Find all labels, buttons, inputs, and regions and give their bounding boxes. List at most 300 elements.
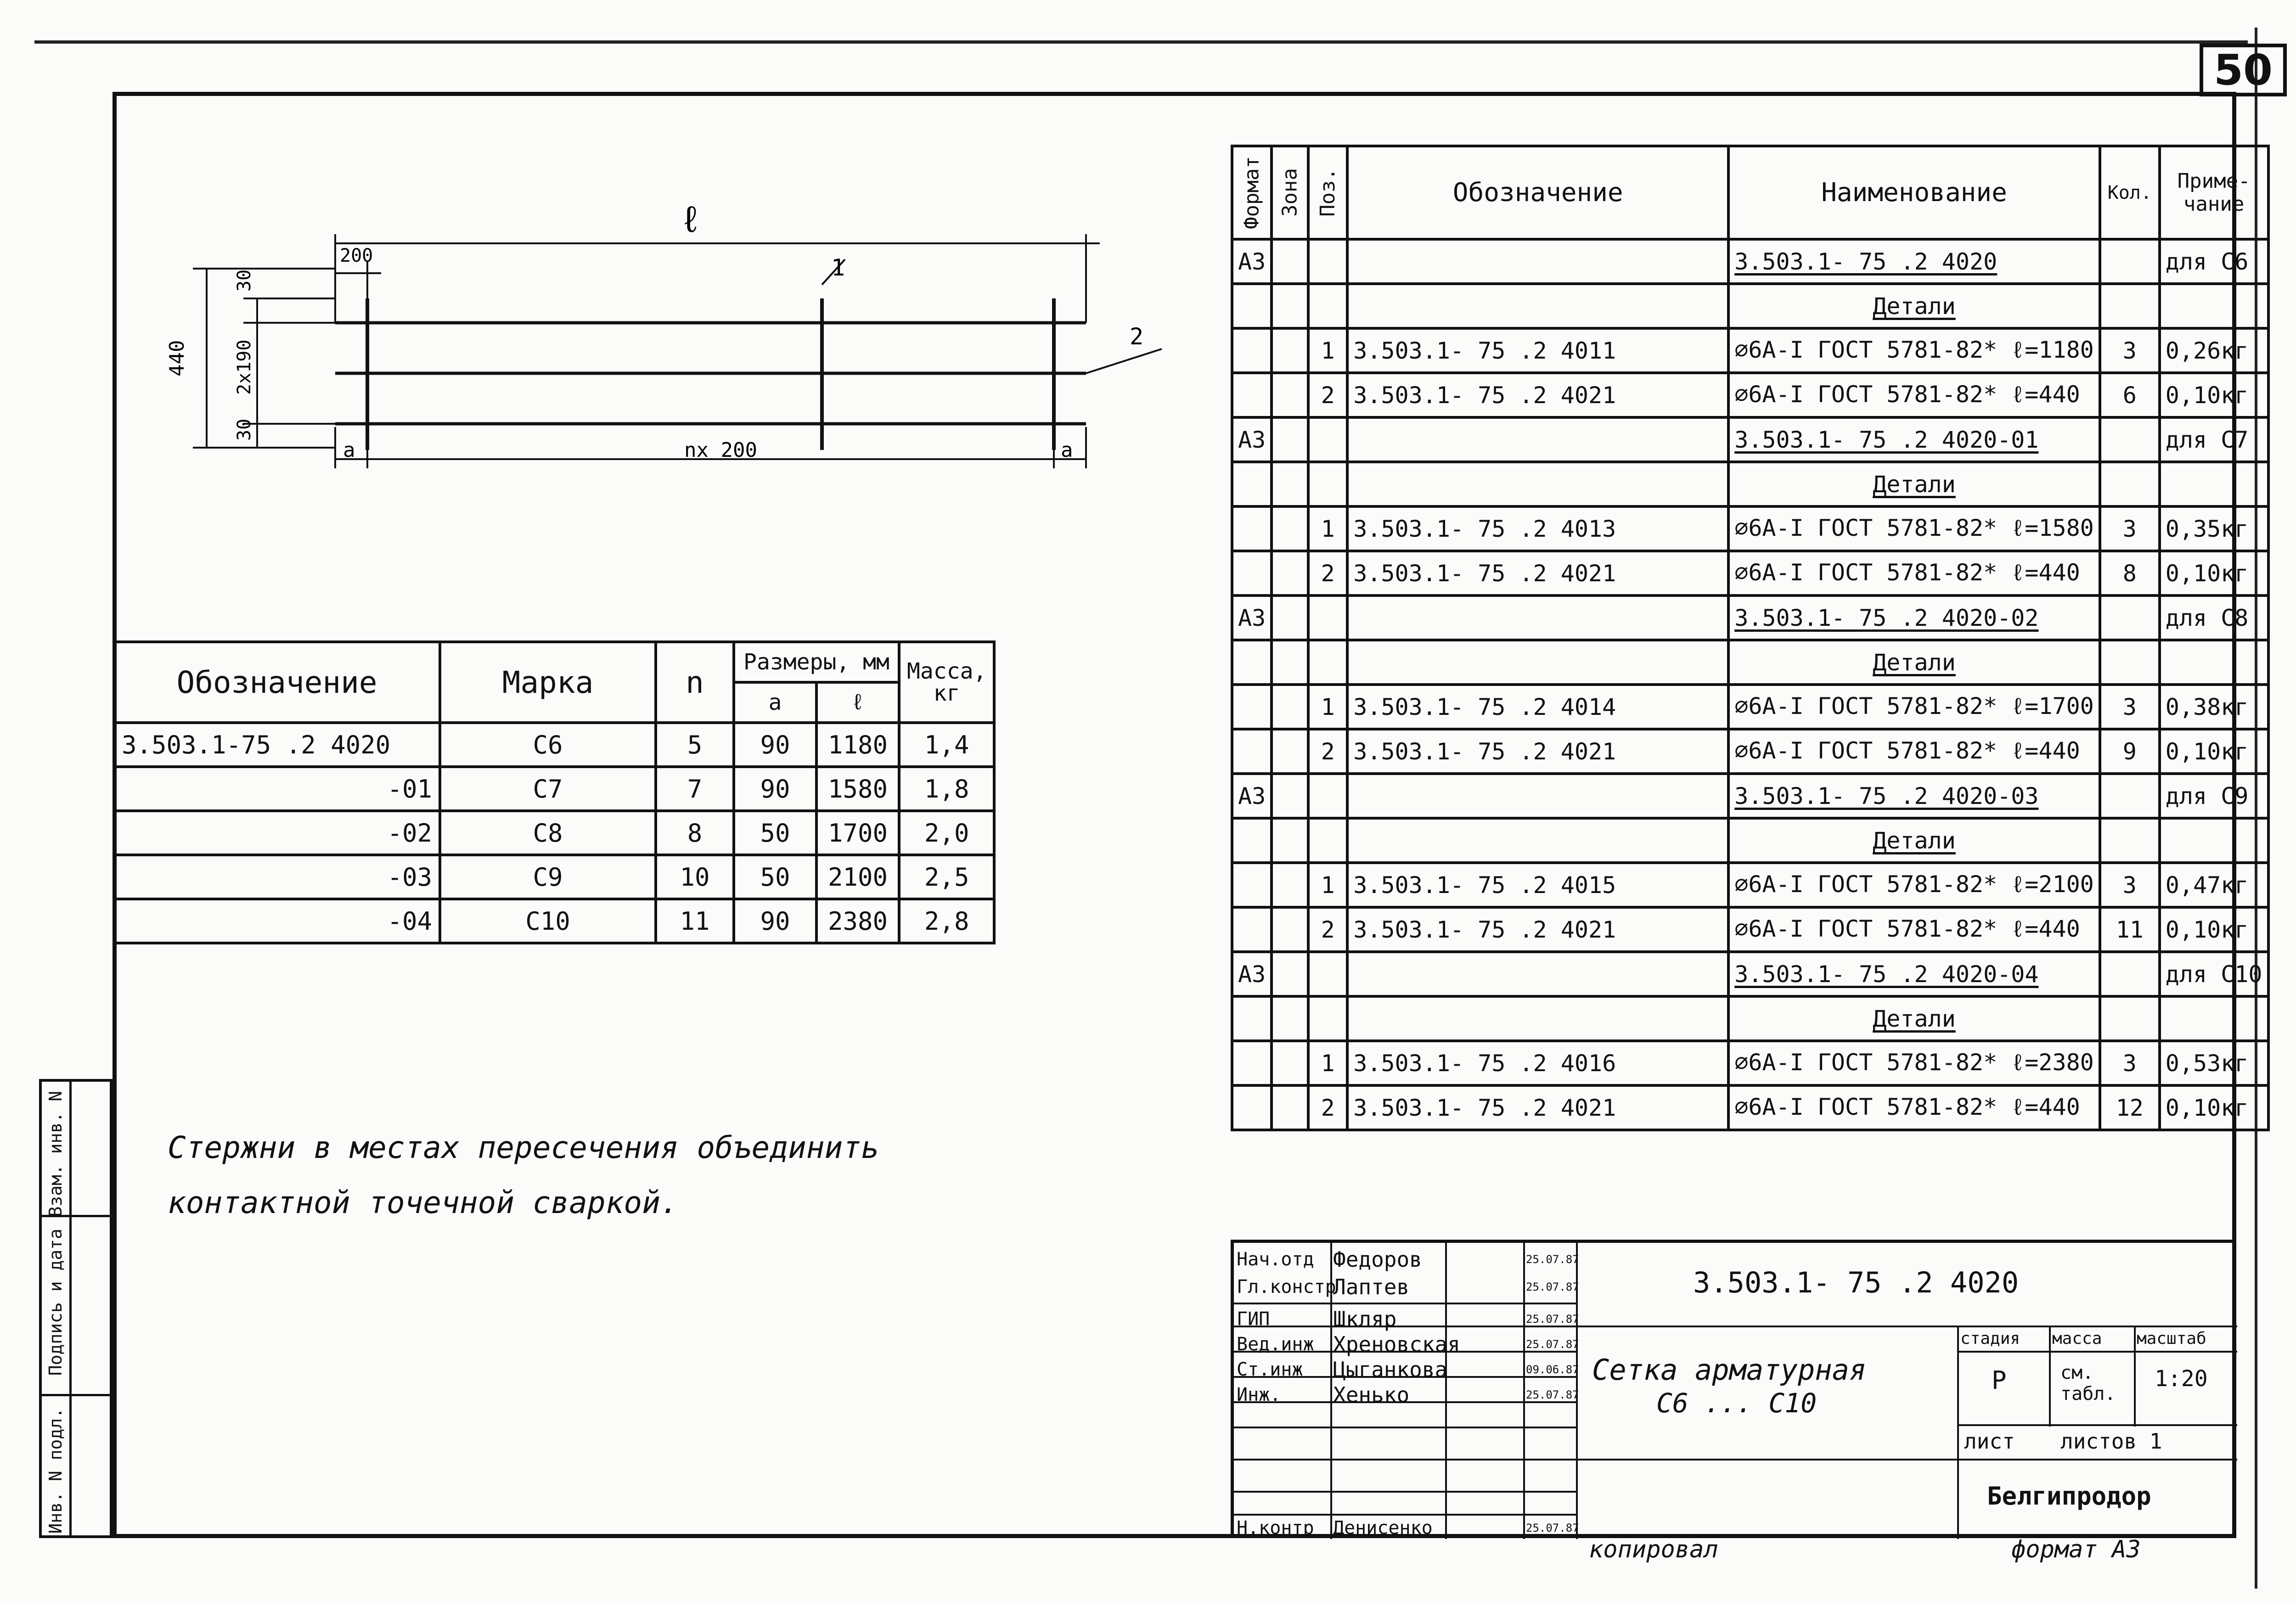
spec-qty-cell-text: 11	[2116, 916, 2144, 943]
variant-a-cell: 90	[734, 899, 816, 943]
spec-name-cell-text: 3.503.1- 75 .2 4020-04	[1734, 961, 2039, 988]
side-stamp	[39, 1079, 113, 1538]
spec-name-cell	[1728, 729, 2100, 774]
spec-name-cell	[1728, 1085, 2100, 1130]
spec-header-pos: Поз.	[1308, 146, 1347, 239]
spec-pos-cell	[1308, 640, 1347, 685]
spec-pos-cell-text: 1	[1321, 693, 1335, 720]
spec-name-cell-text: ∅6А-I ГОСТ 5781-82* ℓ=1700	[1734, 692, 2094, 719]
spec-name-cell	[1728, 284, 2100, 328]
tb-staff-date: 25.07.87	[1526, 1253, 1579, 1266]
spec-designation-cell-text: 3.503.1- 75 .2 4021	[1353, 1094, 1616, 1121]
spec-header-designation: Обозначение	[1347, 146, 1728, 239]
spec-name-cell-text: Детали	[1873, 649, 1956, 676]
spec-name-cell-text: ∅6А-I ГОСТ 5781-82* ℓ=440	[1734, 559, 2080, 586]
spec-designation-cell-text: 3.503.1- 75 .2 4021	[1353, 382, 1616, 409]
spec-pos-cell	[1308, 818, 1347, 863]
spec-note-cell-text: 0,10кг	[2165, 1094, 2249, 1121]
spec-qty-cell	[2100, 551, 2160, 595]
var-header-designation: Обозначение	[114, 642, 440, 723]
spec-zone-cell	[1272, 640, 1308, 685]
variant-desig-cell: -02	[114, 811, 440, 855]
spec-name-cell	[1728, 417, 2100, 462]
tb-control-name: Денисенко	[1333, 1517, 1433, 1539]
spec-name-cell-text: 3.503.1- 75 .2 4020	[1734, 248, 1998, 275]
spec-designation-cell	[1347, 328, 1728, 373]
spec-name-cell	[1728, 239, 2100, 284]
side-sign-label: Подпись и дата	[45, 1229, 66, 1376]
spec-note-cell	[2160, 952, 2268, 996]
variant-mark-cell: С6	[440, 723, 656, 767]
top-border-line	[34, 40, 2248, 44]
spec-qty-cell	[2100, 595, 2160, 640]
spec-zone-cell	[1272, 462, 1308, 506]
spec-format-cell-text: А3	[1238, 782, 1266, 809]
spec-row	[1232, 907, 2268, 952]
spec-zone-cell	[1272, 996, 1308, 1041]
spec-row	[1232, 640, 2268, 685]
variant-l-cell: 2100	[816, 855, 899, 899]
variant-l-cell: 1700	[816, 811, 899, 855]
dim-a-left-label: a	[343, 438, 355, 462]
spec-note-cell	[2160, 239, 2268, 284]
spec-row	[1232, 774, 2268, 818]
spec-pos-cell-text: 2	[1321, 382, 1335, 409]
spec-zone-cell	[1272, 328, 1308, 373]
spec-format-cell	[1232, 907, 1272, 952]
spec-note-cell	[2160, 729, 2268, 774]
spec-name-cell	[1728, 863, 2100, 907]
spec-row	[1232, 239, 2268, 284]
spec-pos-cell	[1308, 417, 1347, 462]
spec-name-cell-text: Детали	[1873, 1005, 1956, 1032]
spec-note-cell-text: 0,53кг	[2165, 1050, 2249, 1077]
spec-note-cell-text: 0,10кг	[2165, 916, 2249, 943]
tb-staff-role: Ст.инж	[1237, 1359, 1303, 1380]
welding-note	[168, 1120, 879, 1230]
var-header-sizes: Размеры, мм	[734, 642, 899, 682]
variant-row	[114, 811, 994, 855]
spec-format-cell	[1232, 996, 1272, 1041]
spec-format-cell	[1232, 373, 1272, 417]
spec-qty-cell-text: 8	[2122, 560, 2137, 587]
tb-control-role: Н.контр	[1237, 1517, 1314, 1539]
spec-qty-cell-text: 12	[2116, 1094, 2144, 1121]
spec-designation-cell	[1347, 818, 1728, 863]
tb-staff-date: 25.07.87	[1526, 1338, 1579, 1351]
spec-note-cell	[2160, 551, 2268, 595]
spec-zone-cell	[1272, 818, 1308, 863]
spec-header-format: Формат	[1232, 146, 1272, 239]
spec-qty-cell	[2100, 640, 2160, 685]
variant-desig-cell: -03	[114, 855, 440, 899]
spec-qty-cell	[2100, 1041, 2160, 1085]
spec-pos-cell	[1308, 1085, 1347, 1130]
spec-format-cell	[1232, 595, 1272, 640]
spec-designation-cell	[1347, 1085, 1728, 1130]
spec-note-cell	[2160, 774, 2268, 818]
spec-format-cell	[1232, 863, 1272, 907]
spec-note-cell	[2160, 373, 2268, 417]
title-block	[1231, 1240, 2236, 1538]
tb-staff-role: Инж.	[1237, 1384, 1281, 1405]
spec-qty-cell-text: 3	[2122, 337, 2137, 364]
spec-qty-cell	[2100, 462, 2160, 506]
position-2-label: 2	[1130, 323, 1144, 350]
spec-pos-cell-text: 2	[1321, 560, 1335, 587]
spec-qty-cell	[2100, 284, 2160, 328]
variant-mass-cell: 1,4	[899, 723, 994, 767]
spec-note-cell	[2160, 595, 2268, 640]
spec-name-cell	[1728, 640, 2100, 685]
spec-name-cell	[1728, 996, 2100, 1041]
spec-name-cell-text: ∅6А-I ГОСТ 5781-82* ℓ=440	[1734, 1093, 2080, 1120]
tb-scale-value: 1:20	[2155, 1366, 2208, 1392]
spec-designation-cell	[1347, 1041, 1728, 1085]
spec-qty-cell	[2100, 1085, 2160, 1130]
dim-30-top-label: 30	[234, 269, 255, 292]
spec-designation-cell	[1347, 595, 1728, 640]
spec-qty-cell	[2100, 417, 2160, 462]
dim-30-bot-label: 30	[234, 418, 255, 441]
variant-a-cell: 90	[734, 723, 816, 767]
spec-pos-cell	[1308, 284, 1347, 328]
variant-n-cell: 10	[656, 855, 734, 899]
spec-row	[1232, 284, 2268, 328]
variant-l-cell: 1180	[816, 723, 899, 767]
spec-qty-cell	[2100, 952, 2160, 996]
spec-format-cell	[1232, 328, 1272, 373]
spec-qty-cell	[2100, 774, 2160, 818]
variant-desig-cell: -01	[114, 767, 440, 811]
spec-row	[1232, 595, 2268, 640]
spec-note-cell-text: 0,10кг	[2165, 738, 2249, 765]
spec-name-cell	[1728, 595, 2100, 640]
spec-note-cell	[2160, 1085, 2268, 1130]
spec-designation-cell	[1347, 952, 1728, 996]
spec-qty-cell	[2100, 818, 2160, 863]
variant-mark-cell: С7	[440, 767, 656, 811]
spec-note-cell-text: 0,47кг	[2165, 871, 2249, 899]
spec-pos-cell-text: 1	[1321, 515, 1335, 542]
spec-format-cell	[1232, 284, 1272, 328]
spec-name-cell-text: ∅6А-I ГОСТ 5781-82* ℓ=1180	[1734, 336, 2094, 363]
spec-note-cell	[2160, 863, 2268, 907]
tb-staff-date: 25.07.87	[1526, 1388, 1579, 1401]
spec-name-cell	[1728, 462, 2100, 506]
tb-staff-date: 25.07.87	[1526, 1281, 1579, 1293]
spec-pos-cell	[1308, 863, 1347, 907]
spec-zone-cell	[1272, 1041, 1308, 1085]
spec-zone-cell	[1272, 595, 1308, 640]
tb-staff-name: Федоров	[1333, 1247, 1422, 1272]
tb-staff-role: Гл.констр	[1237, 1276, 1336, 1298]
spec-pos-cell	[1308, 506, 1347, 551]
spec-designation-cell	[1347, 551, 1728, 595]
variant-n-cell: 11	[656, 899, 734, 943]
tb-organization: Белгипродор	[1987, 1482, 2151, 1511]
spec-format-cell	[1232, 462, 1272, 506]
dim-n200-label: nх 200	[684, 438, 757, 462]
spec-note-cell	[2160, 462, 2268, 506]
tb-document-code: 3.503.1- 75 .2 4020	[1693, 1266, 2019, 1299]
spec-qty-cell-text: 3	[2122, 871, 2137, 899]
spec-pos-cell	[1308, 907, 1347, 952]
spec-qty-cell-text: 3	[2122, 515, 2137, 542]
specification-table	[1231, 145, 2270, 1131]
spec-format-cell	[1232, 551, 1272, 595]
tb-sheet-header: лист	[1964, 1429, 2015, 1454]
variant-mass-cell: 1,8	[899, 767, 994, 811]
spec-row	[1232, 1041, 2268, 1085]
tb-control-date: 25.07.87	[1526, 1522, 1579, 1534]
spec-pos-cell-text: 2	[1321, 916, 1335, 943]
variant-a-cell: 90	[734, 767, 816, 811]
spec-name-cell-text: ∅6А-I ГОСТ 5781-82* ℓ=440	[1734, 915, 2080, 942]
variant-a-cell: 50	[734, 855, 816, 899]
tb-sheets-header: листов 1	[2060, 1429, 2162, 1454]
spec-note-cell	[2160, 640, 2268, 685]
variant-l-cell: 1580	[816, 767, 899, 811]
var-header-mass: Масса, кг	[899, 642, 994, 723]
variant-desig-cell: -04	[114, 899, 440, 943]
dim-length-label: ℓ	[680, 198, 702, 241]
spec-designation-cell-text: 3.503.1- 75 .2 4021	[1353, 738, 1616, 765]
spec-pos-cell	[1308, 729, 1347, 774]
spec-designation-cell	[1347, 996, 1728, 1041]
spec-designation-cell	[1347, 284, 1728, 328]
spec-row	[1232, 863, 2268, 907]
spec-name-cell	[1728, 952, 2100, 996]
tb-staff-name: Лаптев	[1333, 1275, 1410, 1299]
side-vzam-label: Взам. инв. N	[45, 1091, 66, 1217]
spec-note-cell-text: 0,10кг	[2165, 382, 2249, 409]
spec-qty-cell	[2100, 239, 2160, 284]
spec-designation-cell	[1347, 506, 1728, 551]
spec-format-cell	[1232, 417, 1272, 462]
sheet-format: формат А3	[2011, 1536, 2141, 1563]
spec-note-cell-text: 0,38кг	[2165, 693, 2249, 720]
spec-name-cell-text: Детали	[1873, 292, 1956, 320]
spec-qty-cell	[2100, 863, 2160, 907]
spec-row	[1232, 506, 2268, 551]
spec-qty-cell-text: 3	[2122, 1050, 2137, 1077]
spec-pos-cell	[1308, 239, 1347, 284]
spec-name-cell-text: 3.503.1- 75 .2 4020-02	[1734, 604, 2039, 631]
spec-qty-cell	[2100, 996, 2160, 1041]
spec-designation-cell-text: 3.503.1- 75 .2 4021	[1353, 560, 1616, 587]
spec-note-cell-text: для С7	[2165, 426, 2249, 453]
spec-qty-cell	[2100, 373, 2160, 417]
mesh-drawing	[138, 193, 1194, 514]
spec-name-cell-text: ∅6А-I ГОСТ 5781-82* ℓ=440	[1734, 737, 2080, 764]
dim-a-right-label: a	[1061, 438, 1073, 462]
spec-header-zone: Зона	[1272, 146, 1308, 239]
spec-name-cell-text: ∅6А-I ГОСТ 5781-82* ℓ=2100	[1734, 871, 2094, 898]
spec-zone-cell	[1272, 774, 1308, 818]
tb-mass-value: см. табл.	[2060, 1362, 2116, 1404]
variant-mark-cell: С10	[440, 899, 656, 943]
spec-note-cell	[2160, 506, 2268, 551]
dim-200-label: 200	[340, 245, 373, 266]
spec-note-cell-text: 0,10кг	[2165, 560, 2249, 587]
dim-2x190-label: 2х190	[234, 339, 255, 395]
spec-designation-cell	[1347, 863, 1728, 907]
spec-designation-cell-text: 3.503.1- 75 .2 4016	[1353, 1050, 1616, 1077]
variant-n-cell: 8	[656, 811, 734, 855]
spec-name-cell	[1728, 1041, 2100, 1085]
var-header-mark: Марка	[440, 642, 656, 723]
variant-n-cell: 7	[656, 767, 734, 811]
spec-name-cell	[1728, 506, 2100, 551]
spec-designation-cell	[1347, 774, 1728, 818]
spec-note-cell	[2160, 284, 2268, 328]
spec-pos-cell	[1308, 373, 1347, 417]
spec-row	[1232, 328, 2268, 373]
variant-n-cell: 5	[656, 723, 734, 767]
tb-staff-date: 09.06.87	[1526, 1363, 1579, 1376]
spec-format-cell	[1232, 952, 1272, 996]
tb-title-line2: С6 ... С10	[1656, 1388, 1817, 1419]
variant-row	[114, 723, 994, 767]
note-line-1: Стержни в местах пересечения объединить	[168, 1130, 879, 1165]
spec-row	[1232, 729, 2268, 774]
spec-format-cell-text: А3	[1238, 604, 1266, 631]
variant-a-cell: 50	[734, 811, 816, 855]
spec-row	[1232, 996, 2268, 1041]
spec-row	[1232, 952, 2268, 996]
spec-designation-cell	[1347, 685, 1728, 729]
spec-pos-cell-text: 1	[1321, 871, 1335, 899]
spec-qty-cell-text: 9	[2122, 738, 2137, 765]
tb-staff-role: Нач.отд	[1237, 1249, 1314, 1270]
spec-zone-cell	[1272, 284, 1308, 328]
spec-qty-cell	[2100, 729, 2160, 774]
spec-designation-cell	[1347, 417, 1728, 462]
spec-row	[1232, 462, 2268, 506]
spec-designation-cell	[1347, 373, 1728, 417]
spec-name-cell-text: 3.503.1- 75 .2 4020-03	[1734, 782, 2039, 809]
spec-designation-cell-text: 3.503.1- 75 .2 4013	[1353, 515, 1616, 542]
spec-format-cell	[1232, 774, 1272, 818]
spec-pos-cell	[1308, 952, 1347, 996]
spec-row	[1232, 685, 2268, 729]
tb-stage-header: стадия	[1960, 1329, 2020, 1348]
spec-qty-cell	[2100, 685, 2160, 729]
spec-designation-cell-text: 3.503.1- 75 .2 4011	[1353, 337, 1616, 364]
tb-staff-name: Шкляр	[1333, 1307, 1397, 1331]
tb-staff-date: 25.07.87	[1526, 1313, 1579, 1326]
variant-l-cell: 2380	[816, 899, 899, 943]
page-number: 50	[2200, 44, 2287, 96]
tb-staff-name: Хенько	[1333, 1382, 1410, 1407]
spec-format-cell	[1232, 506, 1272, 551]
tb-staff-role: Вед.инж	[1237, 1334, 1314, 1355]
var-header-a: a	[734, 682, 816, 723]
variant-mass-cell: 2,8	[899, 899, 994, 943]
spec-note-cell-text: для С10	[2165, 961, 2262, 988]
spec-name-cell-text: Детали	[1873, 827, 1956, 854]
spec-pos-cell-text: 2	[1321, 1094, 1335, 1121]
spec-format-cell-text: А3	[1238, 248, 1266, 275]
spec-pos-cell	[1308, 685, 1347, 729]
spec-header-qty: Кол.	[2100, 146, 2160, 239]
spec-zone-cell	[1272, 417, 1308, 462]
variants-table	[113, 640, 996, 944]
spec-zone-cell	[1272, 506, 1308, 551]
spec-format-cell	[1232, 239, 1272, 284]
spec-designation-cell	[1347, 729, 1728, 774]
spec-qty-cell	[2100, 907, 2160, 952]
spec-designation-cell	[1347, 640, 1728, 685]
spec-format-cell	[1232, 818, 1272, 863]
spec-pos-cell-text: 1	[1321, 1050, 1335, 1077]
spec-row	[1232, 373, 2268, 417]
spec-format-cell	[1232, 1085, 1272, 1130]
spec-row	[1232, 818, 2268, 863]
spec-zone-cell	[1272, 729, 1308, 774]
var-header-n: n	[656, 642, 734, 723]
spec-note-cell-text: для С8	[2165, 604, 2249, 631]
variant-row	[114, 855, 994, 899]
dim-440-label: 440	[165, 340, 189, 376]
variant-mass-cell: 2,0	[899, 811, 994, 855]
spec-pos-cell	[1308, 551, 1347, 595]
variant-row	[114, 899, 994, 943]
variant-mass-cell: 2,5	[899, 855, 994, 899]
spec-pos-cell-text: 1	[1321, 337, 1335, 364]
spec-name-cell	[1728, 907, 2100, 952]
spec-name-cell-text: ∅6А-I ГОСТ 5781-82* ℓ=2380	[1734, 1049, 2094, 1076]
variant-desig-cell: 3.503.1-75 .2 4020	[114, 723, 440, 767]
spec-pos-cell	[1308, 1041, 1347, 1085]
spec-designation-cell-text: 3.503.1- 75 .2 4021	[1353, 916, 1616, 943]
spec-pos-cell	[1308, 328, 1347, 373]
variant-mark-cell: С8	[440, 811, 656, 855]
spec-name-cell-text: 3.503.1- 75 .2 4020-01	[1734, 426, 2039, 453]
spec-note-cell-text: для С6	[2165, 248, 2249, 275]
tb-stage-value: Р	[1992, 1366, 2007, 1395]
spec-zone-cell	[1272, 1085, 1308, 1130]
spec-note-cell-text: 0,26кг	[2165, 337, 2249, 364]
spec-note-cell	[2160, 328, 2268, 373]
var-header-l: ℓ	[816, 682, 899, 723]
spec-zone-cell	[1272, 239, 1308, 284]
spec-zone-cell	[1272, 863, 1308, 907]
spec-note-cell	[2160, 685, 2268, 729]
spec-format-cell	[1232, 1041, 1272, 1085]
spec-zone-cell	[1272, 685, 1308, 729]
copied-by: копировал	[1589, 1536, 1718, 1563]
spec-row	[1232, 1085, 2268, 1130]
spec-note-cell-text: 0,35кг	[2165, 515, 2249, 542]
spec-note-cell	[2160, 1041, 2268, 1085]
spec-format-cell-text: А3	[1238, 961, 1266, 988]
spec-zone-cell	[1272, 952, 1308, 996]
tb-staff-name: Цыганкова	[1333, 1357, 1448, 1382]
variant-row	[114, 767, 994, 811]
spec-designation-cell	[1347, 239, 1728, 284]
tb-staff-name: Хреновская	[1333, 1332, 1460, 1357]
spec-name-cell-text: ∅6А-I ГОСТ 5781-82* ℓ=1580	[1734, 514, 2094, 541]
spec-note-cell	[2160, 907, 2268, 952]
spec-name-cell	[1728, 685, 2100, 729]
spec-format-cell	[1232, 729, 1272, 774]
spec-note-cell	[2160, 417, 2268, 462]
tb-title-line1: Сетка арматурная	[1592, 1353, 1867, 1387]
spec-note-cell-text: для С9	[2165, 782, 2249, 809]
spec-name-cell-text: Детали	[1873, 471, 1956, 498]
